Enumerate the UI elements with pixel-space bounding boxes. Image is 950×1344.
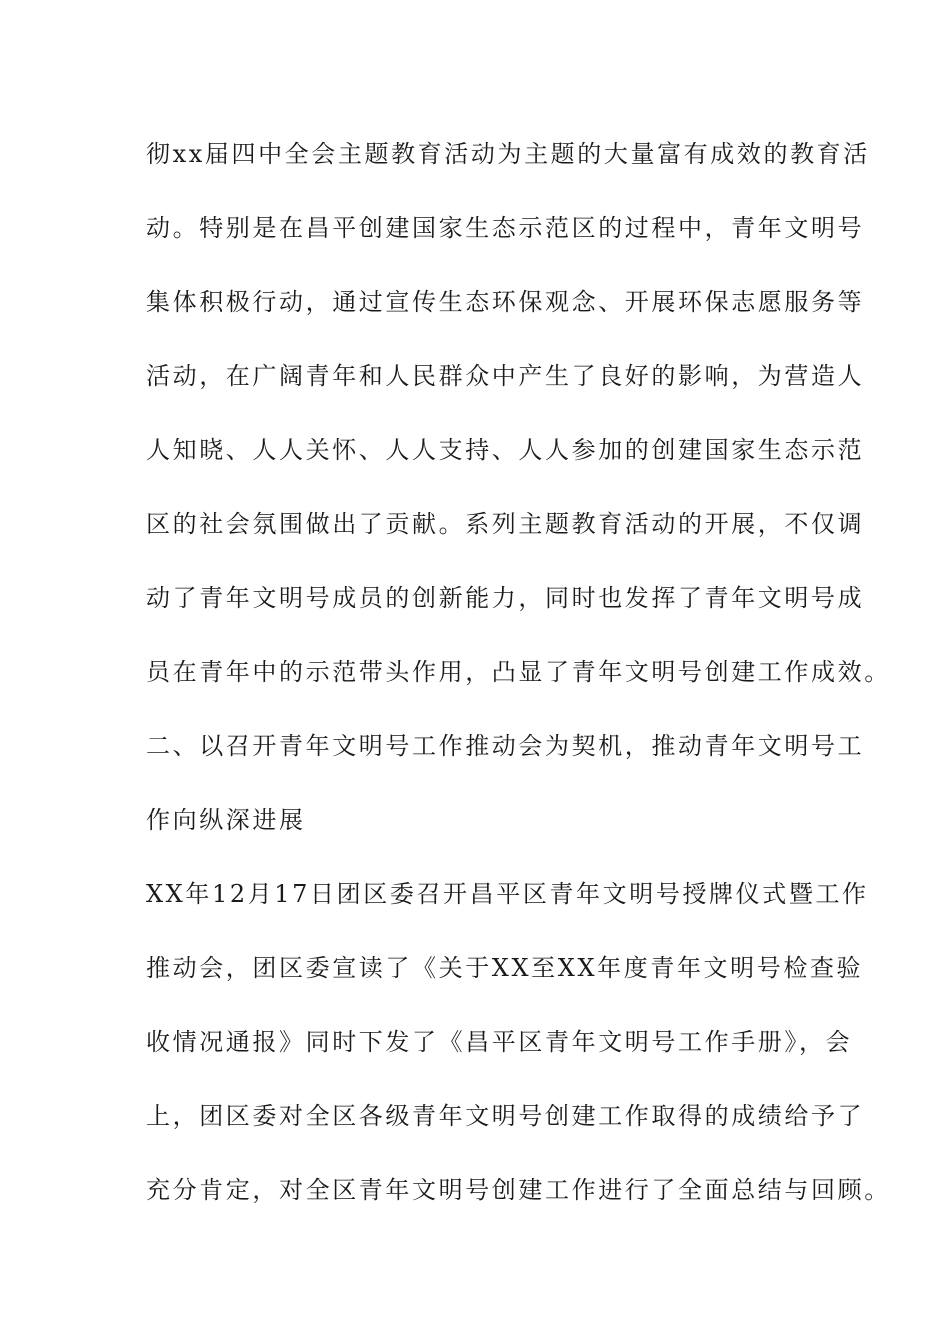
section-heading-line: 作向纵深进展 [146,806,306,834]
paragraph-line: 彻xx届四中全会主题教育活动为主题的大量富有成效的教育活 [146,140,870,168]
paragraph-line: 活动，在广阔青年和人民群众中产生了良好的影响，为营造人 [146,362,865,390]
paragraph-line: 集体积极行动，通过宣传生态环保观念、开展环保志愿服务等 [146,288,865,316]
paragraph-line: 上，团区委对全区各级青年文明号创建工作取得的成绩给予了 [146,1102,865,1130]
paragraph-line: 动了青年文明号成员的创新能力，同时也发挥了青年文明号成 [146,584,865,612]
paragraph-line: 推动会，团区委宣读了《关于XX至XX年度青年文明号检查验 [146,954,864,982]
paragraph-line: 收情况通报》同时下发了《昌平区青年文明号工作手册》，会 [146,1028,853,1056]
paragraph-line: 动。特别是在昌平创建国家生态示范区的过程中，青年文明号 [146,214,865,242]
paragraph-line: 员在青年中的示范带头作用，凸显了青年文明号创建工作成效。 [146,658,891,686]
section-heading-line: 二、以召开青年文明号工作推动会为契机，推动青年文明号工 [146,732,865,760]
paragraph-line: XX年12月17日团区委召开昌平区青年文明号授牌仪式暨工作 [146,880,869,908]
paragraph-line: 区的社会氛围做出了贡献。系列主题教育活动的开展，不仅调 [146,510,865,538]
paragraph-line: 充分肯定，对全区青年文明号创建工作进行了全面总结与回顾。 [146,1176,891,1204]
paragraph-line: 人知晓、人人关怀、人人支持、人人参加的创建国家生态示范 [146,436,865,464]
